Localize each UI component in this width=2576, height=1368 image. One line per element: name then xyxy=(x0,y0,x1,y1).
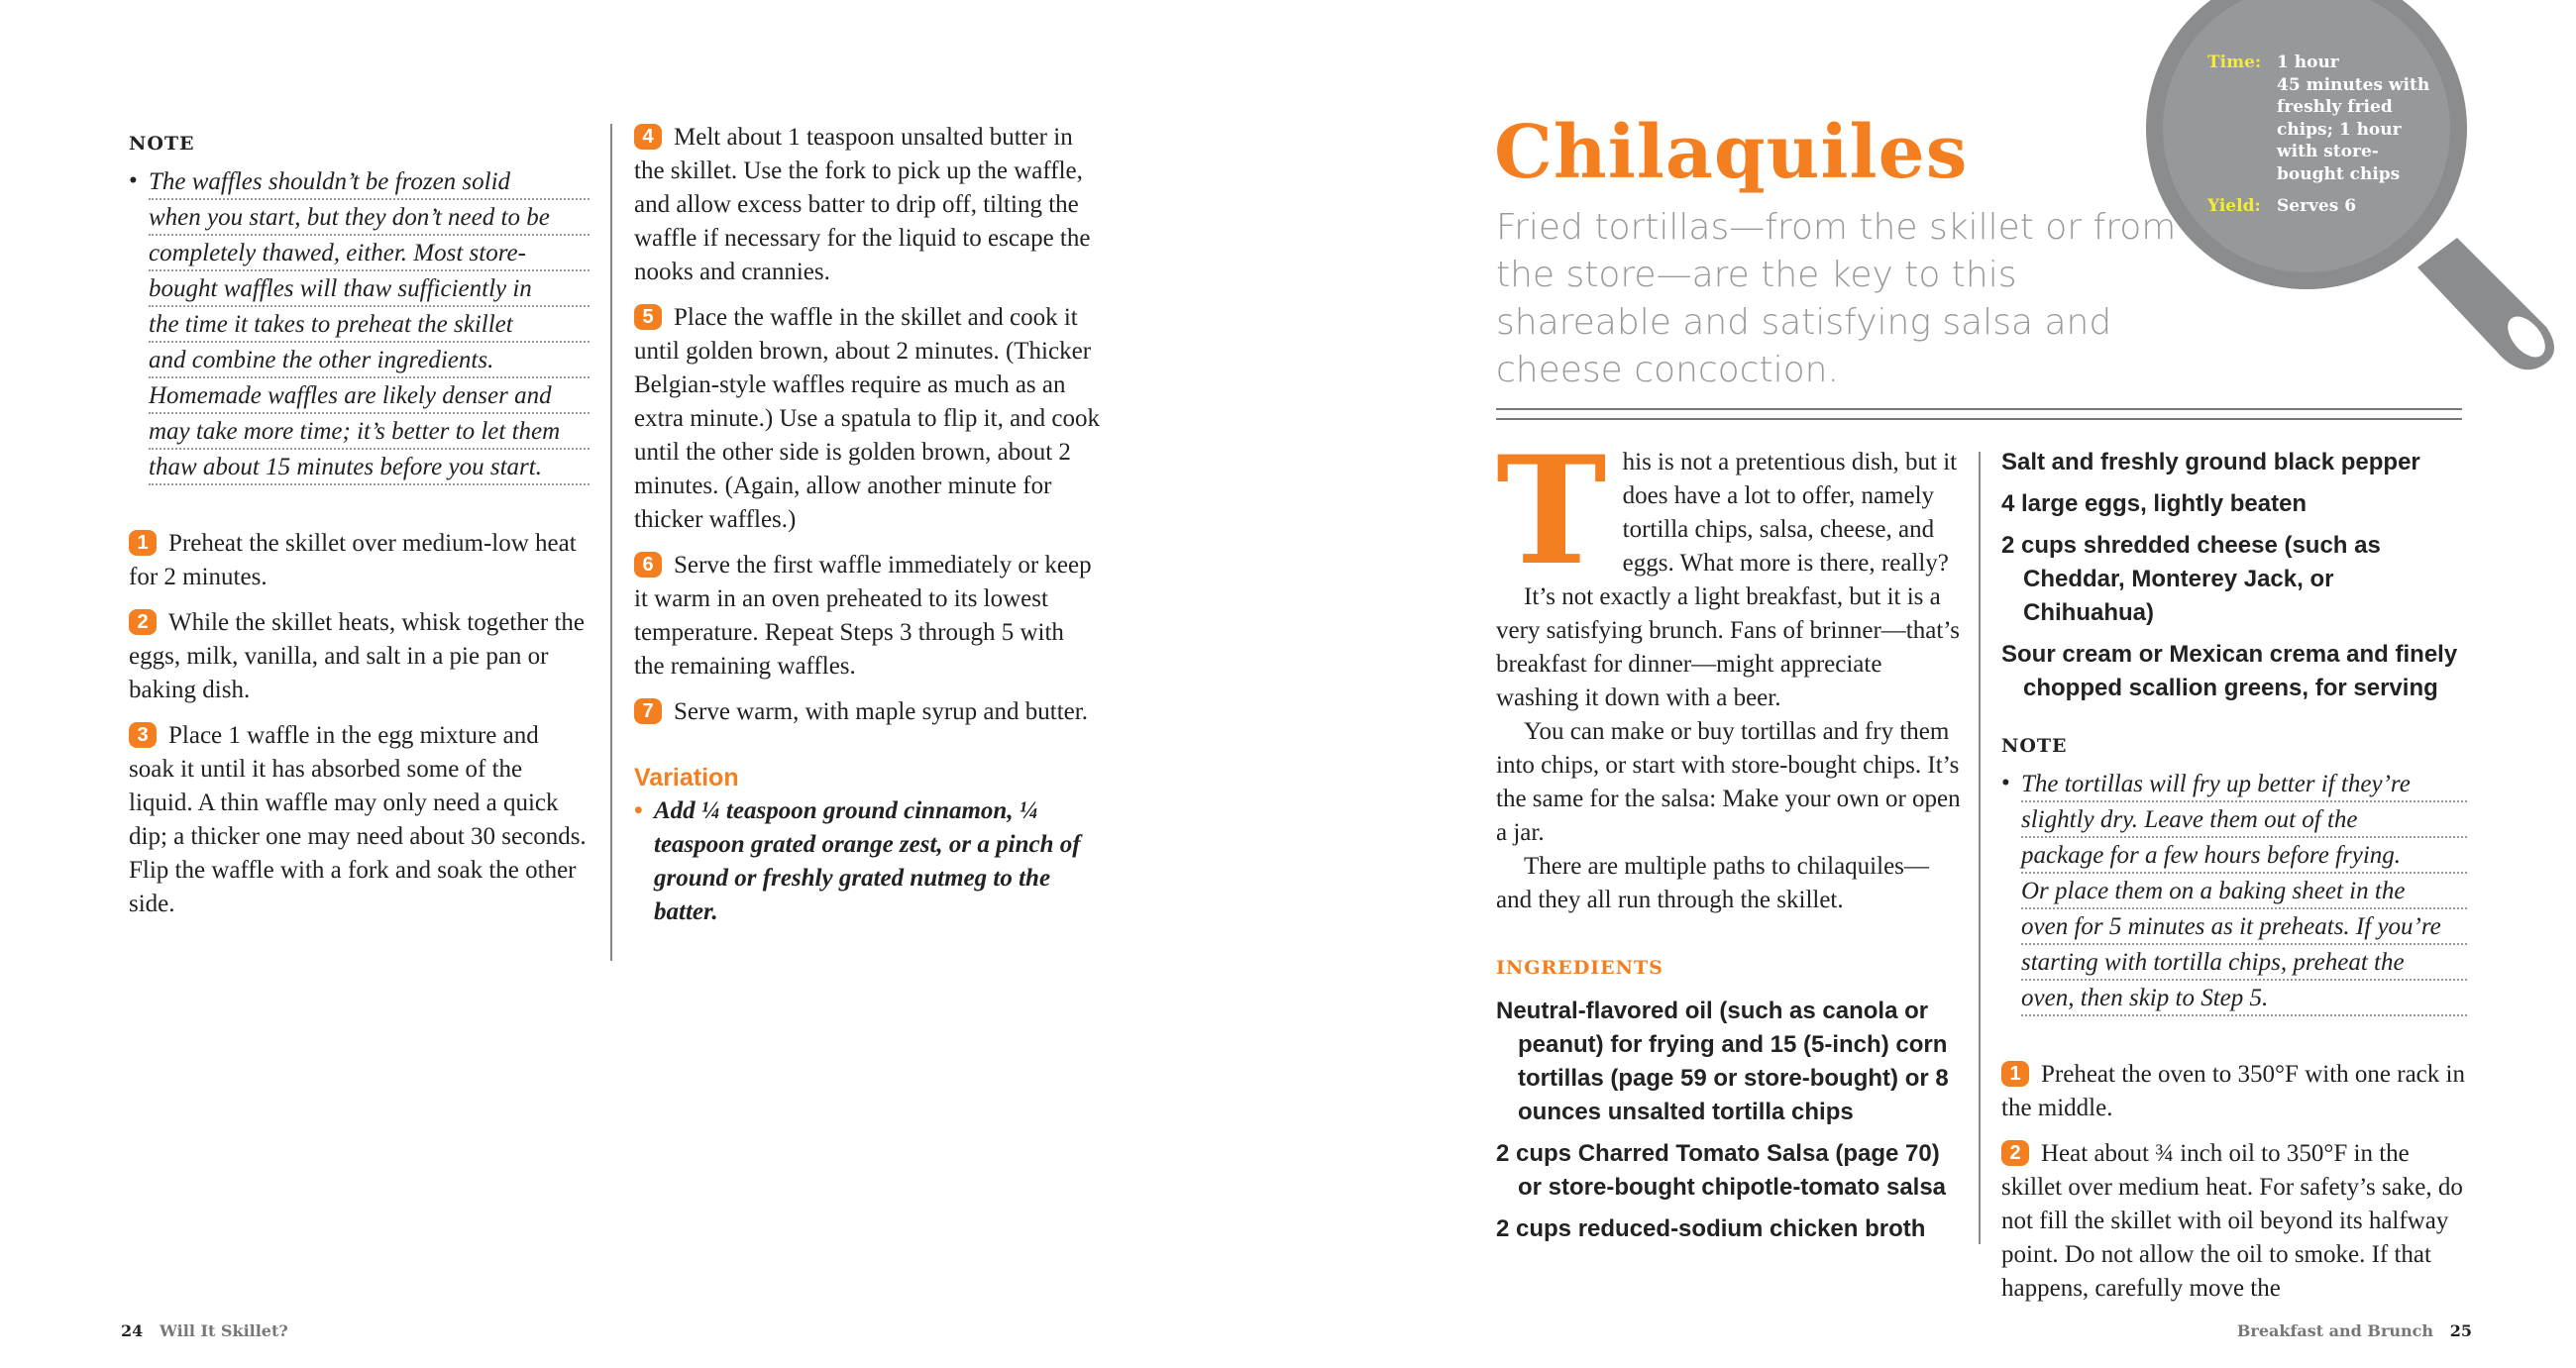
step-text: Melt about 1 teaspoon unsalted butter in the skillet. Use the fork to pick up the waffle, and allow excess batter to drip off, tilting the waffle if necessary for the liquid to escape the nooks and crannies. xyxy=(634,124,1091,285)
left-column-2 xyxy=(634,121,1100,929)
note-line: thaw about 15 minutes before you start. xyxy=(149,450,590,485)
step-number-badge: 5 xyxy=(634,304,662,330)
step-2 xyxy=(129,606,590,707)
ingredient-item: 2 cups shredded cheese (such as Cheddar, Monterey Jack, or Chihuahua) xyxy=(2001,532,2381,626)
note-line: The tortillas will fry up better if they’re xyxy=(2021,767,2467,802)
page-number: 25 xyxy=(2449,1321,2472,1340)
time-label: Time: xyxy=(2207,53,2262,72)
variation-text: Add ¼ teaspoon ground cinnamon, ¼ teaspoon grated orange zest, or a pinch of ground or freshly grated nutmeg to the batter. xyxy=(654,797,1081,925)
step-number-badge: 3 xyxy=(129,722,157,748)
step-text: Heat about ¾ inch oil to 350°F in the skillet over medium heat. For safety’s sake, do not fill the skillet with oil beyond its halfway point. Do not allow the oil to smoke. If that happens, carefully move the xyxy=(2001,1140,2463,1302)
step-text: Place the waffle in the skillet and cook it until golden brown, about 2 minutes. (Thicker Belgian-style waffles require as much as an extra minute.) Use a spatula to flip it, and cook until the other side is golden brown, about 2 minutes. (Again, allow another minute for thicker waffles.) xyxy=(634,304,1101,533)
step-text: Place 1 waffle in the egg mixture and soak it until it has absorbed some of the liquid. A thin waffle may only need a quick dip; a thicker one may need about 30 seconds. Flip the waffle with a fork and soak the other side. xyxy=(129,722,587,917)
step-5 xyxy=(634,301,1100,537)
intro-paragraph: You can make or buy tortillas and fry them into chips, or start with store-bought chips. It’s the same for the salsa: Make your own or open a jar. xyxy=(1496,718,1961,846)
ingredient-item: 4 large eggs, lightly beaten xyxy=(2001,490,2308,517)
step-4 xyxy=(634,121,1100,289)
right-folio xyxy=(2237,1321,2472,1340)
note-line: package for a few hours before frying. xyxy=(2021,838,2467,874)
note-line: and combine the other ingredients. xyxy=(149,343,590,378)
step-text: Preheat the skillet over medium-low heat for 2 minutes. xyxy=(129,530,577,590)
left-column-1 xyxy=(129,127,590,921)
variation-heading: Variation xyxy=(634,764,739,791)
step-6 xyxy=(634,549,1100,684)
note-line: oven, then skip to Step 5. xyxy=(2021,981,2467,1016)
note-heading: NOTE xyxy=(129,133,195,155)
step-number-badge: 7 xyxy=(634,698,662,724)
step-number-badge: 2 xyxy=(2001,1140,2029,1166)
step-3 xyxy=(129,719,590,921)
yield-label: Yield: xyxy=(2207,196,2261,216)
yield-value: Serves 6 xyxy=(2277,196,2357,216)
recipe-subtitle: Fried tortillas—from the skillet or from the store—are the key to this shareable and satisfying salsa and cheese concoction. xyxy=(1496,207,2177,390)
right-column-1 xyxy=(1496,424,1962,1254)
running-title: Breakfast and Brunch xyxy=(2236,1321,2434,1340)
note-line: starting with tortilla chips, preheat the xyxy=(2021,945,2467,981)
variation-item xyxy=(634,794,1100,929)
step-number-badge: 1 xyxy=(2001,1061,2029,1087)
step-number-badge: 1 xyxy=(129,530,157,556)
ingredient-item: Sour cream or Mexican crema and finely chopped scallion greens, for serving xyxy=(2001,641,2458,701)
drop-cap: T xyxy=(1496,424,1607,598)
column-divider xyxy=(1979,452,1981,1244)
note-line: Homemade waffles are likely denser and xyxy=(149,378,590,414)
column-divider xyxy=(610,124,612,961)
bullet-icon: • xyxy=(2001,770,2010,796)
note-line: slightly dry. Leave them out of the xyxy=(2021,802,2467,838)
step-text: Preheat the oven to 350°F with one rack in the middle. xyxy=(2001,1061,2465,1121)
step-text: Serve the first waffle immediately or keep it warm in an oven preheated to its lowest temperature. Repeat Steps 3 through 5 with the remaining waffles. xyxy=(634,552,1092,680)
title-rule xyxy=(1496,418,2462,420)
recipe-info xyxy=(2207,52,2445,218)
intro-paragraph: his is not a pretentious dish, but it does have a lot to offer, namely tortilla chips, salsa, cheese, and eggs. What more is there, really? xyxy=(1622,449,1958,577)
step-number-badge: 2 xyxy=(129,609,157,635)
ingredient-item: 2 cups Charred Tomato Salsa (page 70) or store-bought chipotle-tomato salsa xyxy=(1496,1140,1947,1201)
step-text: Serve warm, with maple syrup and butter. xyxy=(674,698,1088,725)
step-text: While the skillet heats, whisk together the eggs, milk, vanilla, and salt in a pie pan or baking dish. xyxy=(129,609,586,703)
ingredient-item: Salt and freshly ground black pepper xyxy=(2001,449,2420,475)
title-rule xyxy=(1496,408,2462,410)
right-column-2 xyxy=(2001,446,2467,1306)
ingredient-item: 2 cups reduced-sodium chicken broth xyxy=(1496,1215,1926,1242)
note-line: bought waffles will thaw sufficiently in xyxy=(149,271,590,307)
note-line: the time it takes to preheat the skillet xyxy=(149,307,590,343)
note-line: completely thawed, either. Most store- xyxy=(149,236,590,271)
step-1 xyxy=(2001,1058,2467,1125)
note-line: may take more time; it’s better to let them xyxy=(149,414,590,450)
bullet-icon: • xyxy=(634,797,643,824)
intro-paragraph: It’s not exactly a light breakfast, but it is a very satisfying brunch. Fans of brinner—that’s breakfast for dinner—might appreciate washing it down with a beer. xyxy=(1496,583,1960,711)
recipe-title: Chilaquiles xyxy=(1494,110,1969,195)
note-box xyxy=(2001,767,2467,1016)
step-2 xyxy=(2001,1137,2467,1306)
page-number: 24 xyxy=(121,1321,144,1340)
step-number-badge: 6 xyxy=(634,552,662,578)
time-value: 1 hour xyxy=(2277,53,2339,72)
bullet-icon: • xyxy=(129,167,138,194)
running-title: Will It Skillet? xyxy=(159,1321,288,1340)
step-7 xyxy=(634,695,1100,729)
note-line: when you start, but they don’t need to be xyxy=(149,200,590,236)
note-line: Or place them on a baking sheet in the xyxy=(2021,874,2467,909)
step-number-badge: 4 xyxy=(634,124,662,150)
note-heading: NOTE xyxy=(2001,735,2068,757)
left-folio xyxy=(121,1321,288,1340)
note-box xyxy=(129,164,590,485)
intro-paragraph: There are multiple paths to chilaquiles—and they all run through the skillet. xyxy=(1496,853,1929,913)
step-1 xyxy=(129,527,590,594)
ingredients-heading: INGREDIENTS xyxy=(1496,957,1664,979)
note-line: The waffles shouldn’t be frozen solid xyxy=(149,164,590,200)
ingredient-item: Neutral-flavored oil (such as canola or peanut) for frying and 15 (5-inch) corn tortillas (page 59 or store-bought) or 8 ounces unsalted tortilla chips xyxy=(1496,998,1949,1125)
time-value-detail: 45 minutes with freshly fried chips; 1 hour with store-bought chips xyxy=(2277,74,2430,184)
note-line: oven for 5 minutes as it preheats. If you’re xyxy=(2021,909,2467,945)
